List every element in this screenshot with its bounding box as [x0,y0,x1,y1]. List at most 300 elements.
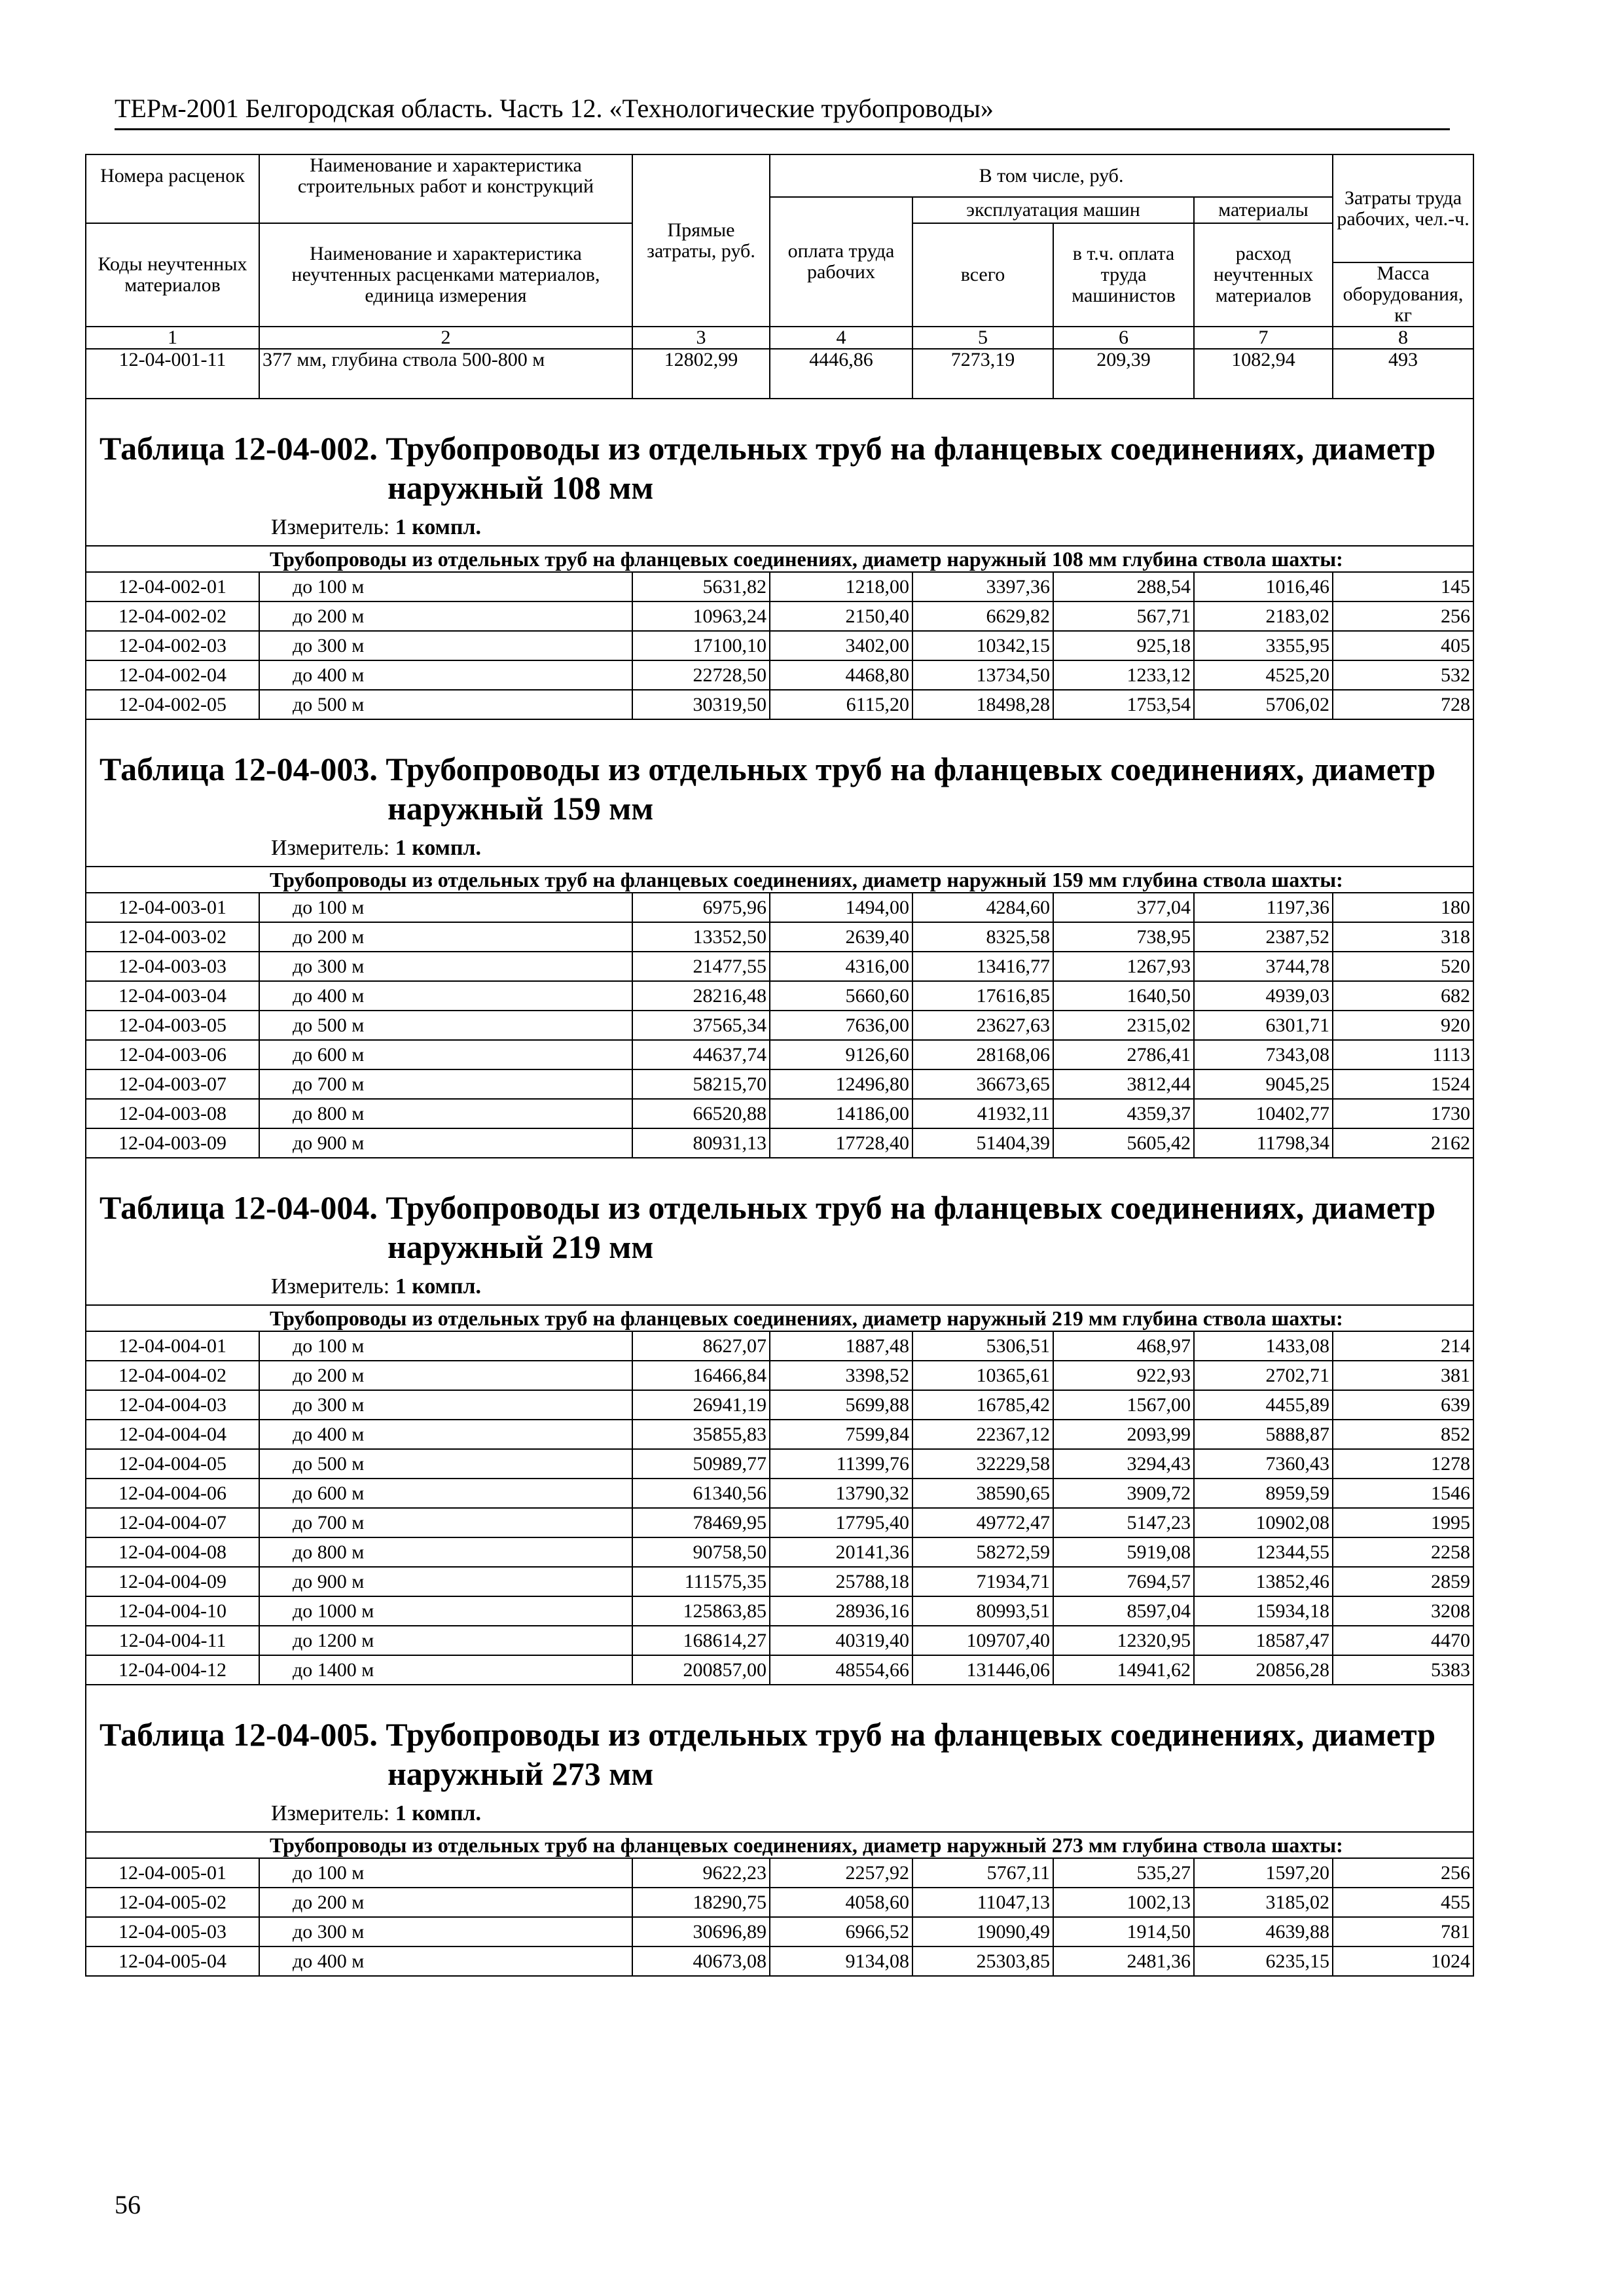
rate-value: 377,04 [1053,893,1194,922]
rate-value: 30696,89 [632,1917,770,1946]
rate-code: 12-04-004-03 [86,1390,259,1420]
col5-header: всего [912,223,1053,327]
rate-value: 405 [1333,631,1473,660]
rate-name: до 300 м [259,1390,632,1420]
rate-value: 6115,20 [770,690,912,719]
rate-value: 6301,71 [1194,1011,1333,1040]
rate-code: 12-04-004-08 [86,1537,259,1567]
rate-code: 12-04-002-01 [86,572,259,601]
rate-value: 2639,40 [770,922,912,952]
rate-value: 58272,59 [912,1537,1053,1567]
rate-value: 381 [1333,1361,1473,1390]
rate-value: 1494,00 [770,893,912,922]
table-subheading: Трубопроводы из отдельных труб на фланцевых соединениях, диаметр наружный 219 мм глубина ствола шахты: [86,1305,1473,1331]
rate-value: 4639,88 [1194,1917,1333,1946]
rate-value: 40673,08 [632,1946,770,1976]
rate-value: 8627,07 [632,1331,770,1361]
rate-value: 18498,28 [912,690,1053,719]
rate-code: 12-04-005-02 [86,1888,259,1917]
rate-value: 58215,70 [632,1069,770,1099]
table-row [86,1858,1473,1888]
rate-value: 111575,35 [632,1567,770,1596]
rate-name: до 900 м [259,1128,632,1158]
rate-value: 318 [1333,922,1473,952]
rate-value: 36673,65 [912,1069,1053,1099]
rate-value: 4058,60 [770,1888,912,1917]
rate-value: 1218,00 [770,572,912,601]
rate-code: 12-04-004-12 [86,1655,259,1685]
rate-name: до 500 м [259,1011,632,1040]
rate-code: 12-04-004-10 [86,1596,259,1626]
table-title-row [86,399,1473,546]
rate-value: 8959,59 [1194,1479,1333,1508]
table-subheading-row [86,546,1473,572]
table-title-row [86,1685,1473,1832]
rate-value: 1567,00 [1053,1390,1194,1420]
rates-table-frame [85,154,1473,1977]
rate-value: 8325,58 [912,922,1053,952]
rate-value: 3397,36 [912,572,1053,601]
rate-value: 40319,40 [770,1626,912,1655]
rate-value: 9126,60 [770,1040,912,1069]
rate-value: 18290,75 [632,1888,770,1917]
rate-value: 37565,34 [632,1011,770,1040]
carry-over-row: 12-04-001-11 377 мм, глубина ствола 500-800 м 12802,99 4446,86 7273,19 209,39 1082,94 493 [86,349,1473,399]
rate-value: 5767,11 [912,1858,1053,1888]
col8-header-b: Масса оборудования, кг [1333,262,1473,327]
rate-value: 17100,10 [632,631,770,660]
rate-name: до 200 м [259,601,632,631]
rate-value: 7360,43 [1194,1449,1333,1479]
rate-value: 13416,77 [912,952,1053,981]
rate-value: 25303,85 [912,1946,1053,1976]
rate-name: до 100 м [259,893,632,922]
rate-code: 12-04-005-03 [86,1917,259,1946]
rate-value: 5383 [1333,1655,1473,1685]
table-row [86,1069,1473,1099]
rate-value: 25788,18 [770,1567,912,1596]
rate-value: 6629,82 [912,601,1053,631]
table-row [86,981,1473,1011]
table-meter: Измеритель: 1 компл. [271,1274,482,1299]
rate-name: до 100 м [259,1858,632,1888]
col2-header-a: Наименование и характеристика строительных работ и конструкций [259,154,632,197]
rate-name: до 300 м [259,1917,632,1946]
rate-value: 200857,00 [632,1655,770,1685]
rate-value: 5706,02 [1194,690,1333,719]
rate-value: 8597,04 [1053,1596,1194,1626]
rate-code: 12-04-003-01 [86,893,259,922]
table-row [86,893,1473,922]
rate-value: 3812,44 [1053,1069,1194,1099]
rate-value: 7343,08 [1194,1040,1333,1069]
table-subheading-row [86,1832,1473,1858]
rate-value: 2786,41 [1053,1040,1194,1069]
rate-value: 535,27 [1053,1858,1194,1888]
rate-code: 12-04-002-05 [86,690,259,719]
table-row [86,1626,1473,1655]
rate-value: 1753,54 [1053,690,1194,719]
rate-value: 61340,56 [632,1479,770,1508]
table-row [86,690,1473,719]
col4-header: оплата труда рабочих [770,197,912,327]
rate-value: 12320,95 [1053,1626,1194,1655]
table-title-row [86,1158,1473,1305]
rate-value: 4284,60 [912,893,1053,922]
rate-code: 12-04-004-11 [86,1626,259,1655]
rate-value: 3402,00 [770,631,912,660]
rate-value: 781 [1333,1917,1473,1946]
materials-header: материалы [1194,197,1333,223]
table-row [86,1917,1473,1946]
rate-value: 1113 [1333,1040,1473,1069]
rate-value: 6235,15 [1194,1946,1333,1976]
rate-value: 922,93 [1053,1361,1194,1390]
rate-name: до 600 м [259,1040,632,1069]
rate-value: 1597,20 [1194,1858,1333,1888]
rate-name: до 200 м [259,1361,632,1390]
rate-code: 12-04-003-03 [86,952,259,981]
rate-value: 21477,55 [632,952,770,981]
table-meter: Измеритель: 1 компл. [271,836,482,860]
rate-value: 48554,66 [770,1655,912,1685]
rate-value: 2702,71 [1194,1361,1333,1390]
rate-value: 11399,76 [770,1449,912,1479]
rate-value: 2481,36 [1053,1946,1194,1976]
table-subheading: Трубопроводы из отдельных труб на фланцевых соединениях, диаметр наружный 273 мм глубина ствола шахты: [86,1832,1473,1858]
rate-code: 12-04-004-09 [86,1567,259,1596]
rate-value: 145 [1333,572,1473,601]
rate-value: 9134,08 [770,1946,912,1976]
rate-value: 5631,82 [632,572,770,601]
rate-code: 12-04-004-01 [86,1331,259,1361]
col8-header-a: Затраты труда рабочих, чел.-ч. [1333,154,1473,262]
table-row [86,572,1473,601]
table-row [86,952,1473,981]
rate-value: 11798,34 [1194,1128,1333,1158]
rate-value: 1524 [1333,1069,1473,1099]
rate-value: 10342,15 [912,631,1053,660]
rate-value: 1024 [1333,1946,1473,1976]
rate-sections [86,399,1473,1976]
rate-value: 28168,06 [912,1040,1053,1069]
rate-value: 20856,28 [1194,1655,1333,1685]
rate-value: 15934,18 [1194,1596,1333,1626]
table-subheading-row [86,867,1473,893]
rate-value: 3909,72 [1053,1479,1194,1508]
table-title: Таблица 12-04-003. Трубопроводы из отдельных труб на фланцевых соединениях, диаметр наружный 159 мм [99,751,1436,827]
table-row [86,1888,1473,1917]
rate-value: 13852,46 [1194,1567,1333,1596]
rate-value: 80993,51 [912,1596,1053,1626]
rate-value: 4939,03 [1194,981,1333,1011]
rate-value: 109707,40 [912,1626,1053,1655]
rate-value: 131446,06 [912,1655,1053,1685]
rate-value: 35855,83 [632,1420,770,1449]
rate-value: 66520,88 [632,1099,770,1128]
table-title: Таблица 12-04-004. Трубопроводы из отдельных труб на фланцевых соединениях, диаметр наружный 219 мм [99,1189,1436,1265]
rate-value: 17616,85 [912,981,1053,1011]
rate-value: 520 [1333,952,1473,981]
rate-value: 13734,50 [912,660,1053,690]
rate-value: 16466,84 [632,1361,770,1390]
rate-name: до 400 м [259,660,632,690]
rate-value: 639 [1333,1390,1473,1420]
rate-value: 3744,78 [1194,952,1333,981]
rate-value: 2150,40 [770,601,912,631]
rate-value: 3355,95 [1194,631,1333,660]
rate-value: 17728,40 [770,1128,912,1158]
rate-value: 1546 [1333,1479,1473,1508]
rate-value: 2162 [1333,1128,1473,1158]
rate-value: 567,71 [1053,601,1194,631]
rates-table [85,154,1474,1977]
rate-value: 532 [1333,660,1473,690]
rate-value: 1233,12 [1053,660,1194,690]
rate-name: до 100 м [259,1331,632,1361]
rate-value: 6966,52 [770,1917,912,1946]
rate-value: 80931,13 [632,1128,770,1158]
rate-value: 10402,77 [1194,1099,1333,1128]
table-row [86,1449,1473,1479]
table-row [86,1567,1473,1596]
rate-value: 16785,42 [912,1390,1053,1420]
rate-value: 1640,50 [1053,981,1194,1011]
table-row [86,1331,1473,1361]
rate-name: до 300 м [259,631,632,660]
rate-value: 168614,27 [632,1626,770,1655]
rate-value: 50989,77 [632,1449,770,1479]
rate-value: 9622,23 [632,1858,770,1888]
column-numbers: 1 2 3 4 5 6 7 8 [86,327,1473,349]
page-number: 56 [115,2190,141,2219]
rate-value: 3398,52 [770,1361,912,1390]
rate-value: 1002,13 [1053,1888,1194,1917]
col7-header: расход неучтенных материалов [1194,223,1333,327]
rate-name: до 1000 м [259,1596,632,1626]
rate-value: 71934,71 [912,1567,1053,1596]
rate-name: до 900 м [259,1567,632,1596]
rate-value: 2257,92 [770,1858,912,1888]
table-title: Таблица 12-04-002. Трубопроводы из отдельных труб на фланцевых соединениях, диаметр наружный 108 мм [99,430,1436,506]
table-row [86,1596,1473,1626]
rate-value: 738,95 [1053,922,1194,952]
table-row [86,631,1473,660]
rate-value: 32229,58 [912,1449,1053,1479]
rate-value: 5888,87 [1194,1420,1333,1449]
rate-value: 3294,43 [1053,1449,1194,1479]
table-meter: Измеритель: 1 компл. [271,1801,482,1825]
table-row [86,1011,1473,1040]
table-row [86,922,1473,952]
col2-header-b: Наименование и характеристика неучтенных расценками материалов, единица измерения [259,223,632,327]
rate-code: 12-04-004-06 [86,1479,259,1508]
rate-value: 2387,52 [1194,922,1333,952]
rate-name: до 200 м [259,1888,632,1917]
rate-name: до 500 м [259,690,632,719]
rate-code: 12-04-002-02 [86,601,259,631]
rate-value: 26941,19 [632,1390,770,1420]
rate-value: 12344,55 [1194,1537,1333,1567]
rate-name: до 600 м [259,1479,632,1508]
rate-value: 78469,95 [632,1508,770,1537]
rate-name: до 400 м [259,1420,632,1449]
rate-value: 2093,99 [1053,1420,1194,1449]
incl-header: В том числе, руб. [770,154,1333,197]
rate-value: 925,18 [1053,631,1194,660]
rate-name: до 100 м [259,572,632,601]
rate-value: 256 [1333,601,1473,631]
machines-header: эксплуатация машин [912,197,1194,223]
rate-name: до 700 м [259,1069,632,1099]
table-row [86,1099,1473,1128]
rate-value: 13790,32 [770,1479,912,1508]
rate-code: 12-04-003-08 [86,1099,259,1128]
table-title: Таблица 12-04-005. Трубопроводы из отдельных труб на фланцевых соединениях, диаметр наружный 273 мм [99,1716,1436,1792]
table-row [86,1128,1473,1158]
rate-value: 4525,20 [1194,660,1333,690]
table-row [86,1655,1473,1685]
rate-value: 19090,49 [912,1917,1053,1946]
table-row [86,601,1473,631]
rate-name: до 400 м [259,1946,632,1976]
rate-code: 12-04-005-01 [86,1858,259,1888]
rate-value: 7636,00 [770,1011,912,1040]
rate-value: 30319,50 [632,690,770,719]
table-subheading: Трубопроводы из отдельных труб на фланцевых соединениях, диаметр наружный 108 мм глубина ствола шахты: [86,546,1473,572]
rate-value: 9045,25 [1194,1069,1333,1099]
rate-code: 12-04-005-04 [86,1946,259,1976]
rate-value: 1887,48 [770,1331,912,1361]
rate-value: 852 [1333,1420,1473,1449]
rate-value: 468,97 [1053,1331,1194,1361]
table-row [86,1508,1473,1537]
rate-value: 6975,96 [632,893,770,922]
rate-name: до 700 м [259,1508,632,1537]
table-row [86,1479,1473,1508]
rate-name: до 800 м [259,1099,632,1128]
rate-value: 49772,47 [912,1508,1053,1537]
rate-value: 455 [1333,1888,1473,1917]
rate-value: 1278 [1333,1449,1473,1479]
rate-value: 2315,02 [1053,1011,1194,1040]
rate-value: 14186,00 [770,1099,912,1128]
rate-value: 10963,24 [632,601,770,631]
table-row [86,1361,1473,1390]
rate-value: 23627,63 [912,1011,1053,1040]
table-row [86,1040,1473,1069]
rate-value: 4470 [1333,1626,1473,1655]
table-row [86,1420,1473,1449]
rate-value: 1267,93 [1053,952,1194,981]
rate-value: 5147,23 [1053,1508,1194,1537]
rate-value: 5699,88 [770,1390,912,1420]
rate-name: до 300 м [259,952,632,981]
rate-name: до 1400 м [259,1655,632,1685]
table-row [86,1946,1473,1976]
rate-code: 12-04-003-07 [86,1069,259,1099]
rate-name: до 200 м [259,922,632,952]
rate-value: 288,54 [1053,572,1194,601]
rate-value: 14941,62 [1053,1655,1194,1685]
table-subheading: Трубопроводы из отдельных труб на фланцевых соединениях, диаметр наружный 159 мм глубина ствола шахты: [86,867,1473,893]
rate-code: 12-04-002-03 [86,631,259,660]
rate-code: 12-04-004-05 [86,1449,259,1479]
rate-value: 5660,60 [770,981,912,1011]
rate-value: 1914,50 [1053,1917,1194,1946]
rate-value: 12496,80 [770,1069,912,1099]
column-header [86,154,1473,399]
rate-value: 2258 [1333,1537,1473,1567]
rate-value: 13352,50 [632,922,770,952]
rate-code: 12-04-002-04 [86,660,259,690]
rate-code: 12-04-004-02 [86,1361,259,1390]
rate-code: 12-04-003-04 [86,981,259,1011]
rate-code: 12-04-004-04 [86,1420,259,1449]
rate-code: 12-04-003-06 [86,1040,259,1069]
rate-value: 20141,36 [770,1537,912,1567]
rate-value: 4316,00 [770,952,912,981]
rate-value: 1016,46 [1194,572,1333,601]
rate-value: 1197,36 [1194,893,1333,922]
rate-value: 5306,51 [912,1331,1053,1361]
rate-value: 125863,85 [632,1596,770,1626]
rate-value: 728 [1333,690,1473,719]
rate-value: 1730 [1333,1099,1473,1128]
rate-value: 38590,65 [912,1479,1053,1508]
rate-value: 2859 [1333,1567,1473,1596]
col1-header-a: Номера расценок [86,154,259,197]
col6-header: в т.ч. оплата труда машинистов [1053,223,1194,327]
rate-code: 12-04-003-05 [86,1011,259,1040]
rate-value: 10365,61 [912,1361,1053,1390]
rate-value: 17795,40 [770,1508,912,1537]
rate-value: 51404,39 [912,1128,1053,1158]
rate-value: 7599,84 [770,1420,912,1449]
rate-code: 12-04-003-02 [86,922,259,952]
rate-value: 18587,47 [1194,1626,1333,1655]
rate-value: 4468,80 [770,660,912,690]
rate-value: 28216,48 [632,981,770,1011]
rate-value: 4359,37 [1053,1099,1194,1128]
rate-value: 22728,50 [632,660,770,690]
rate-value: 3208 [1333,1596,1473,1626]
rate-value: 5605,42 [1053,1128,1194,1158]
rate-value: 256 [1333,1858,1473,1888]
rate-value: 180 [1333,893,1473,922]
table-meter: Измеритель: 1 компл. [271,515,482,539]
rate-name: до 1200 м [259,1626,632,1655]
rate-value: 41932,11 [912,1099,1053,1128]
rate-name: до 800 м [259,1537,632,1567]
rate-value: 28936,16 [770,1596,912,1626]
rate-value: 5919,08 [1053,1537,1194,1567]
rate-name: до 500 м [259,1449,632,1479]
rate-value: 10902,08 [1194,1508,1333,1537]
rate-value: 22367,12 [912,1420,1053,1449]
rate-value: 44637,74 [632,1040,770,1069]
rate-value: 7694,57 [1053,1567,1194,1596]
table-title-row [86,719,1473,867]
rate-value: 682 [1333,981,1473,1011]
table-subheading-row [86,1305,1473,1331]
rate-value: 920 [1333,1011,1473,1040]
rate-value: 1433,08 [1194,1331,1333,1361]
rate-value: 3185,02 [1194,1888,1333,1917]
rate-code: 12-04-004-07 [86,1508,259,1537]
rate-value: 4455,89 [1194,1390,1333,1420]
col3-header: Прямые затраты, руб. [632,154,770,327]
